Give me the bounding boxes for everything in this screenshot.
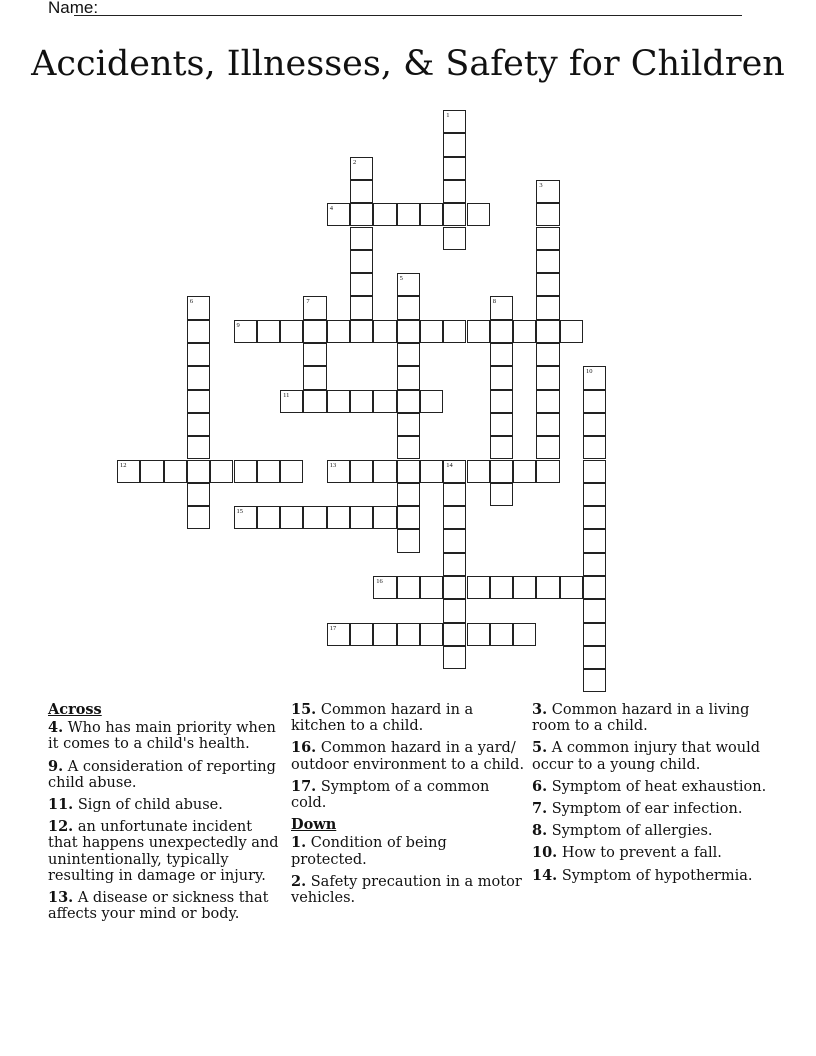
clue-column-2 — [291, 702, 527, 912]
grid-cell[interactable] — [350, 623, 373, 646]
name-label: Name: — [48, 0, 99, 17]
grid-cell[interactable] — [397, 529, 420, 552]
grid-cell[interactable] — [583, 506, 606, 529]
grid-cell[interactable] — [350, 157, 373, 180]
clue-item-number: 13. — [48, 889, 74, 907]
clue-item — [291, 702, 527, 734]
grid-cell[interactable] — [583, 646, 606, 669]
clue-item-number: 12. — [48, 818, 74, 836]
clue-item-text: A consideration of reporting child abuse. — [48, 758, 276, 791]
grid-cell[interactable] — [536, 436, 559, 459]
grid-cell[interactable] — [536, 320, 559, 343]
grid-cell[interactable] — [350, 273, 373, 296]
grid-cell[interactable] — [443, 460, 466, 483]
clue-number: 9 — [236, 321, 240, 329]
grid-cell[interactable] — [513, 320, 536, 343]
grid-cell[interactable] — [187, 320, 210, 343]
clue-item-text: A disease or sickness that affects your mind or body. — [48, 890, 269, 923]
clue-item-text: Symptom of a common cold. — [291, 778, 490, 812]
clue-number: 2 — [353, 158, 357, 166]
clue-item-text: Symptom of heat exhaustion. — [551, 778, 767, 795]
grid-cell[interactable] — [327, 506, 350, 529]
grid-cell[interactable] — [583, 460, 606, 483]
grid-cell[interactable] — [397, 273, 420, 296]
grid-cell[interactable] — [490, 320, 513, 343]
grid-cell[interactable] — [490, 390, 513, 413]
grid-cell[interactable] — [397, 483, 420, 506]
grid-cell[interactable] — [536, 250, 559, 273]
grid-cell[interactable] — [350, 320, 373, 343]
clue-item-text: A common injury that would occur to a young child. — [532, 740, 761, 773]
grid-cell[interactable] — [583, 576, 606, 599]
grid-cell[interactable] — [397, 413, 420, 436]
grid-cell[interactable] — [397, 203, 420, 226]
grid-cell[interactable] — [397, 623, 420, 646]
grid-cell[interactable] — [327, 390, 350, 413]
grid-cell[interactable] — [560, 576, 583, 599]
grid-cell[interactable] — [490, 296, 513, 319]
grid-cell[interactable] — [420, 623, 443, 646]
grid-cell[interactable] — [257, 460, 280, 483]
clue-item-number: 11. — [48, 796, 74, 814]
grid-cell[interactable] — [560, 320, 583, 343]
grid-cell[interactable] — [397, 460, 420, 483]
grid-cell[interactable] — [536, 296, 559, 319]
clue-item-number: 10. — [532, 844, 558, 862]
grid-cell[interactable] — [467, 623, 490, 646]
grid-cell[interactable] — [327, 203, 350, 226]
grid-cell[interactable] — [583, 483, 606, 506]
grid-cell[interactable] — [443, 110, 466, 133]
grid-cell[interactable] — [187, 483, 210, 506]
grid-cell[interactable] — [490, 413, 513, 436]
grid-cell[interactable] — [187, 413, 210, 436]
clue-item-number: 7. — [532, 800, 548, 818]
grid-cell[interactable] — [373, 203, 396, 226]
grid-cell[interactable] — [303, 296, 326, 319]
grid-cell[interactable] — [536, 413, 559, 436]
clue-item-text: an unfortunate incident that happens unexpectedly and unintentionally, typically resulting in damage or injury. — [48, 819, 279, 884]
clue-item — [291, 740, 527, 772]
grid-cell[interactable] — [117, 460, 140, 483]
grid-cell[interactable] — [467, 576, 490, 599]
down-heading: Down — [291, 816, 337, 834]
grid-cell[interactable] — [536, 366, 559, 389]
grid-cell[interactable] — [443, 227, 466, 250]
clue-number: 1 — [446, 112, 450, 119]
grid-cell[interactable] — [187, 436, 210, 459]
clue-item — [532, 823, 772, 839]
grid-cell[interactable] — [443, 623, 466, 646]
clue-item — [48, 890, 284, 922]
grid-cell[interactable] — [303, 390, 326, 413]
grid-cell[interactable] — [536, 227, 559, 250]
grid-cell[interactable] — [490, 436, 513, 459]
grid-cell[interactable] — [490, 343, 513, 366]
grid-cell[interactable] — [350, 506, 373, 529]
grid-cell[interactable] — [303, 320, 326, 343]
grid-cell[interactable] — [373, 506, 396, 529]
grid-cell[interactable] — [187, 296, 210, 319]
clue-number: 15 — [236, 508, 243, 516]
clue-item-number: 1. — [291, 834, 307, 852]
grid-cell[interactable] — [583, 436, 606, 459]
clue-item-text: Safety precaution in a motor vehicles. — [291, 873, 522, 907]
grid-cell[interactable] — [397, 576, 420, 599]
grid-cell[interactable] — [490, 483, 513, 506]
grid-cell[interactable] — [443, 646, 466, 669]
grid-cell[interactable] — [443, 133, 466, 156]
grid-cell[interactable] — [234, 506, 257, 529]
grid-cell[interactable] — [536, 343, 559, 366]
clue-number: 7 — [306, 298, 310, 306]
grid-cell[interactable] — [164, 460, 187, 483]
grid-cell[interactable] — [467, 320, 490, 343]
grid-cell[interactable] — [513, 460, 536, 483]
clue-item — [291, 874, 527, 906]
grid-cell[interactable] — [257, 506, 280, 529]
clue-item-text: Symptom of hypothermia. — [561, 867, 753, 884]
clue-item — [48, 720, 284, 752]
grid-cell[interactable] — [303, 343, 326, 366]
grid-cell[interactable] — [397, 436, 420, 459]
grid-cell[interactable] — [280, 320, 303, 343]
clue-number: 17 — [329, 624, 337, 632]
clue-item-text: Symptom of ear infection. — [551, 801, 743, 818]
grid-cell[interactable] — [443, 506, 466, 529]
grid-cell[interactable] — [373, 623, 396, 646]
grid-cell[interactable] — [350, 227, 373, 250]
clue-item-number: 15. — [291, 701, 317, 718]
grid-cell[interactable] — [536, 390, 559, 413]
grid-cell[interactable] — [467, 203, 490, 226]
clue-item — [532, 740, 772, 772]
grid-cell[interactable] — [350, 390, 373, 413]
clue-item — [532, 779, 772, 795]
clue-number: 3 — [539, 181, 543, 189]
clue-item — [532, 702, 772, 734]
grid-cell[interactable] — [397, 366, 420, 389]
grid-cell[interactable] — [397, 506, 420, 529]
clue-item — [532, 845, 772, 861]
grid-cell[interactable] — [583, 529, 606, 552]
grid-cell[interactable] — [420, 460, 443, 483]
clue-item — [291, 835, 527, 867]
grid-cell[interactable] — [187, 366, 210, 389]
grid-cell[interactable] — [583, 669, 606, 692]
grid-cell[interactable] — [187, 506, 210, 529]
clue-number: 14 — [446, 461, 453, 469]
clue-item — [532, 868, 772, 884]
grid-cell[interactable] — [443, 599, 466, 622]
clue-number: 5 — [399, 275, 403, 283]
grid-cell[interactable] — [350, 296, 373, 319]
grid-cell[interactable] — [397, 390, 420, 413]
grid-cell[interactable] — [443, 180, 466, 203]
clue-item — [48, 797, 284, 813]
grid-cell[interactable] — [583, 599, 606, 622]
grid-cell[interactable] — [373, 390, 396, 413]
grid-cell[interactable] — [234, 320, 257, 343]
clue-column-1 — [48, 702, 284, 928]
grid-cell[interactable] — [187, 460, 210, 483]
clue-number: 11 — [283, 391, 290, 399]
clue-number: 6 — [189, 298, 194, 306]
grid-cell[interactable] — [350, 180, 373, 203]
grid-cell[interactable] — [467, 460, 490, 483]
clue-item — [532, 801, 772, 817]
grid-cell[interactable] — [327, 623, 350, 646]
grid-cell[interactable] — [280, 390, 303, 413]
grid-cell[interactable] — [420, 390, 443, 413]
grid-cell[interactable] — [490, 623, 513, 646]
clue-item-number: 16. — [291, 739, 317, 757]
clue-item-text: Condition of being protected. — [291, 835, 447, 868]
clue-number: 10 — [586, 368, 593, 376]
grid-cell[interactable] — [513, 576, 536, 599]
grid-cell[interactable] — [234, 460, 257, 483]
grid-cell[interactable] — [443, 203, 466, 226]
grid-cell[interactable] — [536, 180, 559, 203]
grid-cell[interactable] — [350, 250, 373, 273]
grid-cell[interactable] — [420, 576, 443, 599]
grid-cell[interactable] — [536, 460, 559, 483]
grid-cell[interactable] — [210, 460, 233, 483]
grid-cell[interactable] — [397, 296, 420, 319]
clue-item-text: Common hazard in a kitchen to a child. — [291, 702, 474, 735]
grid-cell[interactable] — [373, 460, 396, 483]
grid-cell[interactable] — [443, 576, 466, 599]
grid-cell[interactable] — [513, 623, 536, 646]
grid-cell[interactable] — [303, 366, 326, 389]
grid-cell[interactable] — [327, 460, 350, 483]
grid-cell[interactable] — [420, 203, 443, 226]
grid-cell[interactable] — [490, 366, 513, 389]
grid-cell[interactable] — [187, 390, 210, 413]
clue-item-text: Sign of child abuse. — [77, 797, 223, 814]
grid-cell[interactable] — [187, 343, 210, 366]
clue-item-text: Common hazard in a yard/ outdoor environment to a child. — [291, 740, 525, 773]
grid-cell[interactable] — [536, 576, 559, 599]
clue-number: 16 — [376, 578, 383, 585]
clue-item-number: 9. — [48, 757, 64, 775]
clue-item-number: 3. — [532, 701, 548, 718]
clue-number: 4 — [329, 205, 333, 213]
grid-cell[interactable] — [583, 413, 606, 436]
grid-cell[interactable] — [397, 343, 420, 366]
grid-cell[interactable] — [257, 320, 280, 343]
clue-item — [291, 779, 527, 811]
clue-item-text: Common hazard in a living room to a child. — [532, 702, 750, 735]
clue-item-text: Symptom of allergies. — [551, 823, 713, 840]
grid-cell[interactable] — [490, 460, 513, 483]
grid-cell[interactable] — [303, 506, 326, 529]
grid-cell[interactable] — [350, 460, 373, 483]
clue-item-number: 4. — [48, 719, 64, 737]
grid-cell[interactable] — [536, 273, 559, 296]
grid-cell[interactable] — [583, 390, 606, 413]
grid-cell[interactable] — [443, 529, 466, 552]
grid-cell[interactable] — [443, 320, 466, 343]
grid-cell[interactable] — [583, 553, 606, 576]
grid-cell[interactable] — [490, 576, 513, 599]
grid-cell[interactable] — [420, 320, 443, 343]
clue-number: 13 — [329, 461, 337, 469]
clue-number: 12 — [120, 461, 127, 469]
grid-cell[interactable] — [583, 366, 606, 389]
grid-cell[interactable] — [373, 576, 396, 599]
grid-cell[interactable] — [327, 320, 350, 343]
grid-cell[interactable] — [443, 157, 466, 180]
clue-column-3 — [532, 702, 772, 890]
grid-cell[interactable] — [397, 320, 420, 343]
puzzle-title: Accidents, Illnesses, & Safety for Children — [31, 44, 785, 84]
clue-number: 8 — [492, 298, 497, 306]
across-heading: Across — [48, 701, 102, 718]
clue-item-text: How to prevent a fall. — [561, 845, 722, 862]
clue-item-number: 14. — [532, 866, 558, 884]
grid-cell[interactable] — [350, 203, 373, 226]
clue-item-number: 6. — [532, 777, 548, 795]
clue-item-number: 2. — [291, 872, 307, 890]
grid-cell[interactable] — [443, 553, 466, 576]
grid-cell[interactable] — [373, 320, 396, 343]
clue-item — [48, 819, 284, 884]
clue-item-number: 17. — [291, 777, 317, 795]
grid-cell[interactable] — [443, 483, 466, 506]
clue-item-number: 5. — [532, 739, 548, 757]
clue-item-text: Who has main priority when it comes to a child's health. — [48, 720, 276, 753]
grid-cell[interactable] — [583, 623, 606, 646]
grid-cell[interactable] — [280, 506, 303, 529]
grid-cell[interactable] — [280, 460, 303, 483]
grid-cell[interactable] — [140, 460, 163, 483]
clue-item — [48, 759, 284, 791]
clue-item-number: 8. — [532, 822, 548, 840]
grid-cell[interactable] — [536, 203, 559, 226]
